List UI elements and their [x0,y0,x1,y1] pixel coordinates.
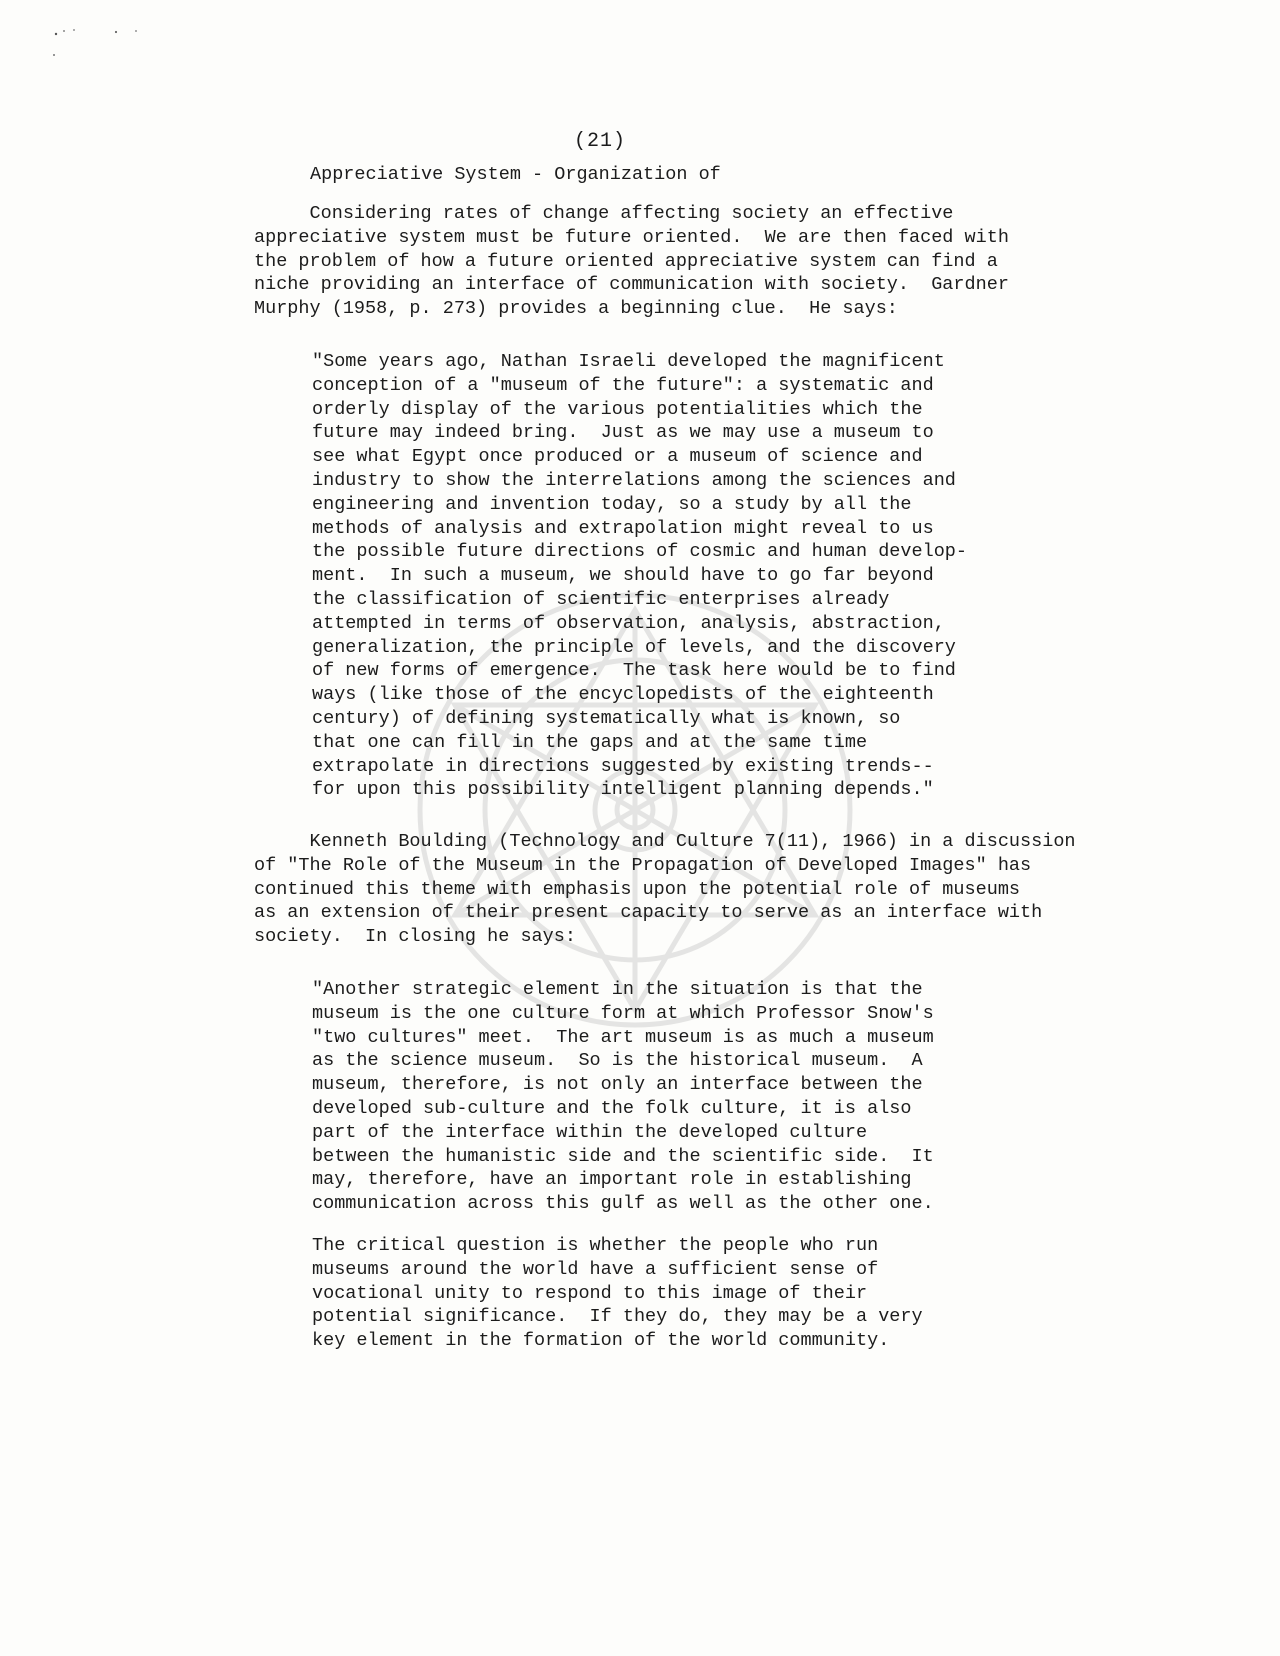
section-heading: Appreciative System - Organization of [310,164,721,185]
text-line: as an extension of their present capacity to serve as an interface with [254,902,1043,924]
text-line: Considering rates of change affecting society an effective [254,203,954,224]
quote-line: communication across this gulf as well as the other one. [312,1193,934,1215]
quote-line: "Another strategic element in the situation is that the [312,979,923,1000]
quote-line: part of the interface within the developed culture [312,1121,868,1143]
quote-line: future may indeed bring. Just as we may use a museum to [312,422,934,444]
paragraph-intro [254,202,1009,321]
quote-line: see what Egypt once produced or a museum of science and [312,446,923,468]
text-line: Kenneth Boulding (Technology and Culture 7(11), 1966) in a discussion [254,831,1076,852]
quote-line: as the science museum. So is the historical museum. A [312,1050,923,1072]
quote-line: between the humanistic side and the scientific side. It [312,1145,934,1167]
quote-line: "Some years ago, Nathan Israeli developed the magnificent [312,351,945,372]
quote-line: "two cultures" meet. The art museum is as much a museum [312,1026,934,1048]
quote-line: of new forms of emergence. The task here would be to find [312,660,956,682]
quote-boulding-continued [312,1234,923,1353]
quote-boulding [312,978,934,1216]
quote-line: that one can fill in the gaps and at the same time [312,731,868,753]
quote-line: engineering and invention today, so a study by all the [312,493,912,515]
quote-line: ways (like those of the encyclopedists of the eighteenth [312,684,934,706]
quote-line: industry to show the interrelations among the sciences and [312,469,956,491]
text-line: of "The Role of the Museum in the Propagation of Developed Images" has [254,854,1032,876]
scan-specks [50,22,160,62]
text-line: niche providing an interface of communication with society. Gardner [254,274,1009,296]
text-line: Murphy (1958, p. 273) provides a beginning clue. He says: [254,298,898,320]
quote-line: the possible future directions of cosmic and human develop- [312,541,968,563]
quote-line: museum, therefore, is not only an interface between the [312,1074,923,1096]
text-line: society. In closing he says: [254,926,576,948]
quote-line: developed sub-culture and the folk culture, it is also [312,1097,912,1119]
text-line: continued this theme with emphasis upon the potential role of museums [254,878,1021,900]
quote-line: attempted in terms of observation, analysis, abstraction, [312,612,945,634]
quote-line: may, therefore, have an important role in establishing [312,1169,912,1191]
quote-line: for upon this possibility intelligent planning depends." [312,779,934,801]
quote-line: key element in the formation of the world community. [312,1330,890,1352]
quote-line: museum is the one culture form at which Professor Snow's [312,1002,934,1024]
quote-line: ment. In such a museum, we should have to go far beyond [312,565,934,587]
paragraph-boulding [254,830,1076,949]
quote-line: orderly display of the various potentialities which the [312,398,923,420]
quote-line: generalization, the principle of levels, and the discovery [312,636,956,658]
text-line: the problem of how a future oriented appreciative system can find a [254,250,998,272]
quote-line: century) of defining systematically what is known, so [312,707,901,729]
quote-line: the classification of scientific enterprises already [312,588,890,610]
quote-line: potential significance. If they do, they may be a very [312,1306,923,1328]
quote-line: methods of analysis and extrapolation might reveal to us [312,517,934,539]
text-line: appreciative system must be future oriented. We are then faced with [254,226,1009,248]
quote-line: extrapolate in directions suggested by existing trends-- [312,755,934,777]
quote-line: vocational unity to respond to this image of their [312,1282,868,1304]
quote-murphy [312,350,967,802]
quote-line: conception of a "museum of the future": a systematic and [312,374,934,396]
quote-line: The critical question is whether the people who run [312,1235,879,1256]
page-number: (21) [574,130,627,153]
quote-line: museums around the world have a sufficient sense of [312,1258,879,1280]
